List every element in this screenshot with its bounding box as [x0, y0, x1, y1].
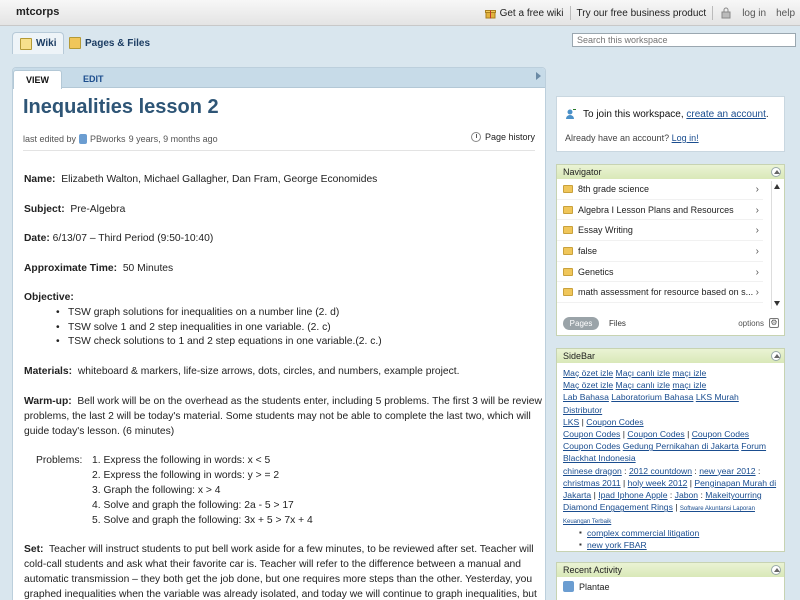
recent-activity-title: Recent Activity	[563, 565, 623, 575]
recent-item-label: Plantae	[579, 581, 610, 592]
warmup-line	[24, 394, 542, 439]
collapse-icon[interactable]	[771, 351, 781, 361]
tab-edit[interactable]: EDIT	[83, 74, 104, 84]
lesson-body	[24, 172, 542, 600]
list-item[interactable]	[557, 262, 763, 283]
objective-section	[24, 290, 542, 350]
right-column	[556, 96, 785, 152]
sidebar-link[interactable]: 2012 countdown	[628, 465, 693, 476]
nav-item-label: Genetics	[578, 266, 614, 277]
divider	[712, 6, 713, 20]
sidebar-title: SideBar	[563, 351, 596, 361]
tab-wiki-label: Wiki	[36, 38, 57, 49]
view-edit-tabs	[13, 68, 545, 88]
problems-label: Problems:	[36, 455, 83, 466]
nav-item-label: Essay Writing	[578, 225, 633, 236]
gear-icon[interactable]: ⚙	[770, 318, 778, 327]
sidebar-link[interactable]: Coupon Codes	[563, 429, 621, 440]
list-item[interactable]	[557, 179, 763, 200]
sidebar-link[interactable]: Forum	[741, 441, 767, 452]
folder-icon	[563, 226, 573, 234]
list-item[interactable]	[557, 577, 784, 596]
date-value: 6/13/07 – Third Period (9:50-10:40)	[52, 233, 214, 244]
lock-icon	[721, 7, 731, 19]
last-edited-info	[23, 134, 218, 144]
workspace-logo[interactable]: mtcorps	[16, 6, 60, 18]
expand-arrow-icon[interactable]	[536, 72, 541, 80]
sidebar-link[interactable]: Makeityourring	[705, 490, 762, 501]
tab-pages-files[interactable]	[62, 32, 157, 54]
last-edited-user[interactable]: PBworks	[90, 134, 126, 144]
sidebar-link[interactable]: Jabon	[674, 490, 699, 501]
navigator-footer	[557, 311, 784, 335]
scroll-up-icon[interactable]	[774, 184, 780, 189]
scroll-down-icon[interactable]	[774, 301, 780, 306]
sidebar-link[interactable]: Gedung Pernikahan di Jakarta	[622, 441, 739, 452]
login-link[interactable]: log in	[742, 7, 767, 19]
list-item[interactable]	[557, 282, 763, 303]
join-line	[565, 108, 769, 120]
tab-files[interactable]: Files	[609, 319, 626, 328]
main-tabs	[0, 26, 800, 54]
sidebar-link[interactable]: holy week 2012	[627, 477, 688, 488]
sidebar-link[interactable]: Blackhat Indonesia	[563, 453, 636, 464]
sidebar-link[interactable]: LKS	[563, 416, 580, 427]
chevron-right-icon: ›	[755, 204, 759, 216]
join-prefix: To join this workspace,	[583, 108, 684, 120]
list-item: 5. Solve and graph the following: 3x + 5 > 7x + 4	[92, 515, 313, 526]
list-item: 3. Graph the following: x > 4	[92, 485, 221, 496]
chevron-right-icon: ›	[755, 246, 759, 258]
top-right-links	[479, 0, 800, 26]
page-icon	[563, 581, 574, 592]
sidebar-link[interactable]: new york FBAR	[587, 540, 647, 551]
sidebar-link[interactable]: new year 2012	[699, 465, 756, 476]
navigator-title: Navigator	[563, 167, 602, 177]
nav-item-label: math assessment for resource based on s...	[578, 287, 754, 298]
warmup-value: Bell work will be on the overhead as the students enter, including 5 problems. The first 3 will be review problems, the last 2 will be today's material. Some students may not be able to complete the last two, which will guide today's lesson. (6 minutes)	[24, 395, 542, 437]
problems-section	[36, 453, 542, 528]
divider	[23, 150, 535, 151]
chevron-right-icon: ›	[755, 287, 759, 299]
sidebar-link[interactable]: Diamond Engagement Rings	[563, 502, 673, 513]
top-bar	[0, 0, 800, 26]
help-link[interactable]: help	[776, 7, 795, 19]
time-line	[24, 261, 542, 276]
set-line	[24, 542, 542, 600]
time-label: Approximate Time:	[24, 262, 118, 274]
sidebar-link[interactable]: Ipad Iphone Apple	[598, 490, 668, 501]
user-add-icon	[565, 108, 577, 120]
sidebar-header	[557, 349, 784, 363]
folder-icon	[563, 268, 573, 276]
sidebar-link[interactable]: Coupon Codes	[627, 429, 685, 440]
last-edited-time: 9 years, 9 months ago	[128, 134, 218, 144]
list-item: • TSW solve 1 and 2 step inequalities in one variable. (2. c)	[58, 321, 542, 336]
sidebar-link[interactable]: Keuangan Terbaik	[563, 519, 612, 526]
sidebar-link[interactable]: maçı izle	[672, 380, 707, 391]
create-account-link[interactable]: create an account	[686, 108, 766, 120]
list-item[interactable]	[557, 220, 763, 241]
chevron-right-icon: ›	[755, 266, 759, 278]
set-label: Set:	[24, 544, 44, 555]
navigator-scrollbar[interactable]	[771, 181, 782, 309]
subject-line	[24, 202, 542, 217]
navigator-panel	[556, 164, 785, 336]
have-account-line	[565, 133, 699, 143]
list-item: 2. Express the following in words: y > = 2	[92, 470, 280, 481]
gift-icon	[485, 8, 496, 19]
objective-list	[58, 306, 542, 350]
login-now-link[interactable]: Log in!	[671, 133, 699, 143]
objective-label: Objective:	[24, 292, 74, 303]
list-item: • TSW check solutions to 1 and 2 step equations in one variable.(2. c.)	[58, 335, 542, 350]
nav-item-label: Algebra I Lesson Plans and Resources	[578, 204, 734, 215]
search-input[interactable]	[572, 33, 796, 47]
clock-icon	[471, 132, 481, 142]
collapse-icon[interactable]	[771, 565, 781, 575]
sidebar-panel	[556, 348, 785, 552]
sidebar-link[interactable]: chinese dragon	[563, 465, 622, 476]
sidebar-bullet-list	[579, 527, 778, 551]
set-value: Teacher will instruct students to put bell work aside for a few minutes, to be reviewed after set. Teacher will cold-call students and ask what their favorite car is. Teacher will refer to the difference between a manual and automatic transmission – they both get the job done, but one requires more steps than the other. Yesterday, you graphed inequalities when the variable was already isolated, and today we will continue to graph inequalities, but	[24, 544, 537, 600]
time-value: 50 Minutes	[122, 262, 174, 274]
sidebar-link[interactable]: maçı izle	[672, 368, 707, 378]
tab-view[interactable]: VIEW	[13, 70, 62, 89]
folder-icon	[563, 247, 573, 255]
get-free-wiki-label: Get a free wiki	[499, 7, 564, 19]
get-free-wiki-link[interactable]	[479, 8, 570, 19]
sidebar-link[interactable]: Coupon Codes	[586, 416, 644, 427]
page-history-link[interactable]	[471, 132, 535, 142]
navigator-header	[557, 165, 784, 179]
page-title: Inequalities lesson 2	[23, 96, 219, 118]
tab-pages[interactable]: Pages	[563, 317, 599, 330]
tab-pages-files-label: Pages & Files	[85, 37, 151, 49]
date-label: Date:	[24, 233, 50, 244]
recent-activity-panel	[556, 562, 785, 600]
sidebar-link[interactable]: Maç özet izle	[563, 380, 614, 391]
tab-wiki[interactable]	[12, 32, 64, 54]
nav-item-label: false	[578, 245, 598, 256]
name-value: Elizabeth Walton, Michael Gallagher, Dan Fram, George Economides	[61, 174, 378, 185]
page-content	[12, 67, 546, 600]
sidebar-link[interactable]: Maçı canlı izle	[615, 380, 670, 391]
sidebar-link[interactable]: Penginapan Murah di	[694, 477, 777, 488]
join-workspace-box	[556, 96, 785, 152]
materials-value: whiteboard & markers, life-size arrows, dots, circles, and numbers, example project.	[77, 366, 460, 377]
business-product-label: Try our free business product	[576, 7, 707, 19]
options-link[interactable]: options	[738, 319, 764, 328]
materials-label: Materials:	[24, 366, 73, 377]
sidebar-link[interactable]: LKS Murah	[695, 392, 739, 403]
sidebar-link[interactable]: Distributor	[563, 404, 603, 415]
name-label: Name:	[24, 174, 56, 185]
sidebar-link[interactable]: Maçı canlı izle	[615, 368, 670, 378]
sidebar-link[interactable]: Lab Bahasa	[563, 392, 609, 403]
pbworks-user-icon	[79, 134, 87, 144]
list-item: 4. Solve and graph the following: 2a - 5 > 17	[92, 500, 294, 511]
page-history-label: Page history	[484, 132, 535, 142]
materials-line	[24, 364, 542, 379]
folder-icon	[563, 288, 573, 296]
have-account-text: Already have an account?	[565, 133, 670, 143]
sidebar-link[interactable]: Maç özet izle	[563, 368, 614, 378]
list-item	[579, 539, 778, 551]
list-item: • TSW graph solutions for inequalities on a number line (2. d)	[58, 306, 542, 321]
recent-activity-header	[557, 563, 784, 577]
sidebar-link[interactable]: Software Akuntansi Laporan	[679, 506, 755, 513]
folder-icon	[563, 185, 573, 193]
wiki-icon	[20, 38, 32, 50]
warmup-label: Warm-up:	[24, 395, 72, 407]
subject-label: Subject:	[24, 203, 65, 215]
chevron-right-icon: ›	[755, 225, 759, 237]
list-item[interactable]	[557, 200, 763, 221]
business-product-link[interactable]	[571, 8, 713, 19]
problems-list	[92, 453, 313, 528]
subject-value: Pre-Algebra	[70, 203, 126, 215]
name-line	[24, 172, 542, 187]
date-line	[24, 231, 542, 246]
nav-item-label: 8th grade science	[578, 183, 650, 194]
collapse-icon[interactable]	[771, 167, 781, 177]
sidebar-link[interactable]: Coupon Codes	[691, 429, 750, 440]
list-item	[579, 527, 778, 539]
chevron-right-icon: ›	[755, 184, 759, 195]
navigator-list	[557, 179, 784, 303]
sidebar-links: Maç özet izle Maçı canlı izle maçı izle Maç özet izle Maçı canlı izle maçı izle Lab Bahasa Laboratorium Bahasa LKS Murah Distributor LKS | Coupon Codes Coupon Codes | Coupon Codes | Coupon Codes Coupon Codes Gedung Pernikahan di Jakarta Forum Blackhat Indonesia chinese dragon : 2012 countdown : new year 2012 : christmas 2011 | holy week 2012 | Penginapan Murah di Jakarta | Ipad Iphone Apple : Jabon : Makeityourring Diamond Engagement Rings | Software Akuntansi Laporan Keuangan Terbaik ▪ complex commercial litigation ▪ new york FBAR	[557, 363, 784, 552]
sidebar-link[interactable]: Jakarta	[563, 490, 592, 501]
folder-icon	[563, 206, 573, 214]
sidebar-link[interactable]: christmas 2011	[563, 477, 621, 488]
sidebar-link[interactable]: Coupon Codes	[563, 441, 621, 452]
sidebar-link[interactable]: Laboratorium Bahasa	[611, 392, 694, 403]
sidebar-link[interactable]: complex commercial litigation	[587, 528, 700, 539]
last-edited-prefix: last edited by	[23, 134, 77, 144]
folder-icon	[69, 37, 81, 49]
join-suffix: .	[765, 108, 769, 120]
list-item: 1. Express the following in words: x < 5	[92, 455, 271, 466]
list-item[interactable]	[557, 241, 763, 262]
